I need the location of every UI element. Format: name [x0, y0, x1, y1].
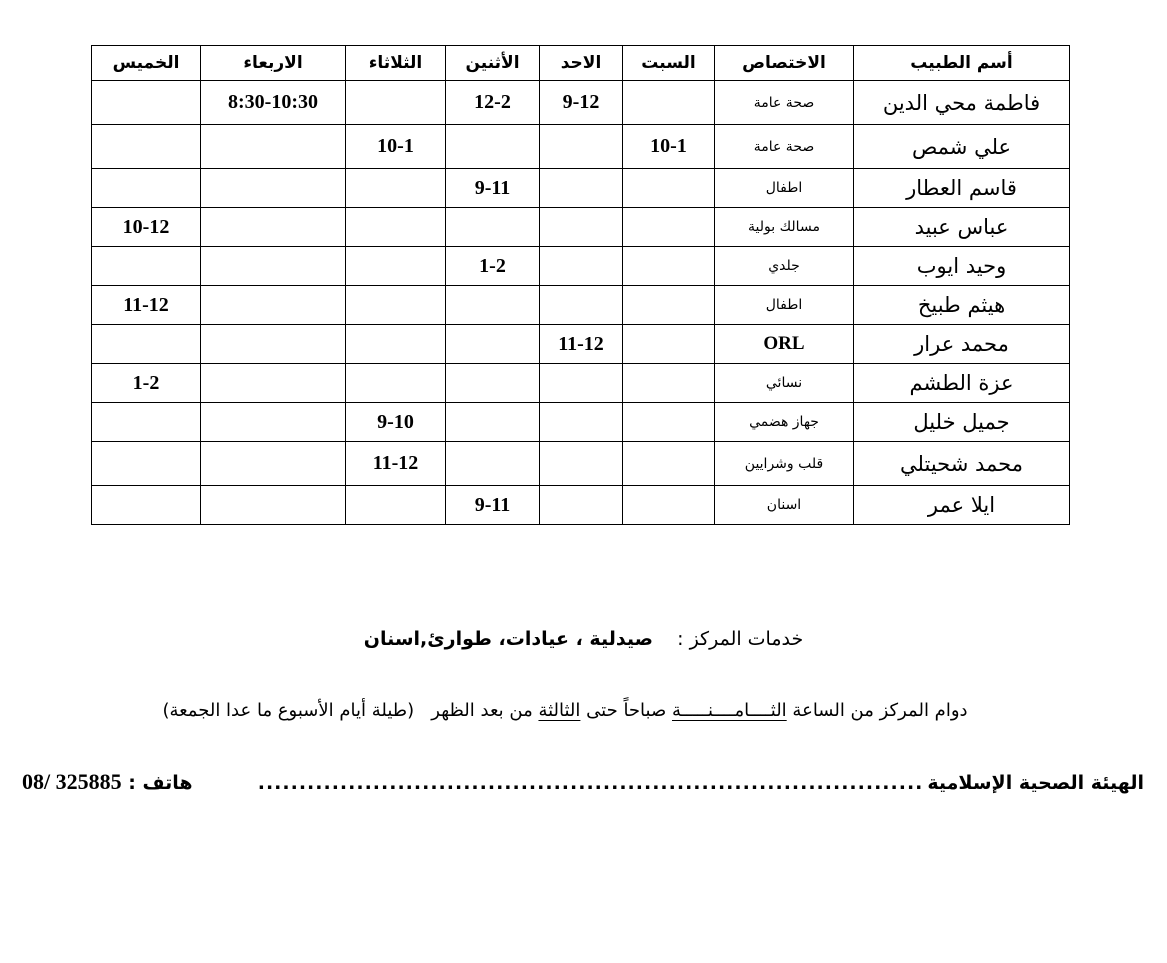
table-row — [92, 325, 1070, 364]
table-row — [92, 208, 1070, 247]
tuesday-hours — [346, 486, 446, 525]
thursday-hours — [92, 169, 201, 208]
sunday-hours — [540, 125, 623, 169]
header-doctor-name: أسم الطبيب — [854, 46, 1070, 81]
tuesday-hours — [346, 208, 446, 247]
wednesday-hours — [201, 364, 346, 403]
phone-label: هاتف : — [128, 772, 193, 794]
doctor-name: علي شمص — [854, 125, 1070, 169]
doctor-specialty: اطفال — [715, 286, 854, 325]
organization-name: الهيئة الصحية الإسلامية — [927, 772, 1144, 794]
doctor-specialty: مسالك بولية — [715, 208, 854, 247]
table-row — [92, 442, 1070, 486]
table-row — [92, 364, 1070, 403]
wednesday-hours — [201, 325, 346, 364]
monday-hours: 1-2 — [446, 247, 540, 286]
phone-number: 08/ 325885 — [22, 769, 122, 794]
wednesday-hours — [201, 442, 346, 486]
header-tuesday: الثلاثاء — [346, 46, 446, 81]
hours-suffix: من بعد الظهر — [431, 700, 533, 721]
hours-middle: صباحاً حتى — [586, 700, 667, 721]
doctor-specialty: اطفال — [715, 169, 854, 208]
wednesday-hours — [201, 125, 346, 169]
thursday-hours: 1-2 — [92, 364, 201, 403]
tuesday-hours: 9-10 — [346, 403, 446, 442]
services-label: خدمات المركز : — [677, 628, 804, 650]
sunday-hours — [540, 286, 623, 325]
doctor-specialty: قلب وشرايين — [715, 442, 854, 486]
header-sunday: الاحد — [540, 46, 623, 81]
doctor-name: هيثم طبيخ — [854, 286, 1070, 325]
monday-hours — [446, 325, 540, 364]
monday-hours — [446, 208, 540, 247]
doctor-name: وحيد ايوب — [854, 247, 1070, 286]
footer-contact-line — [22, 769, 1144, 795]
table-row — [92, 486, 1070, 525]
header-specialty: الاختصاص — [715, 46, 854, 81]
sunday-hours: 11-12 — [540, 325, 623, 364]
saturday-hours — [623, 403, 715, 442]
saturday-hours — [623, 286, 715, 325]
doctor-specialty: ORL — [715, 325, 854, 364]
doctor-name: جميل خليل — [854, 403, 1070, 442]
monday-hours — [446, 364, 540, 403]
table-header-row — [92, 46, 1070, 81]
saturday-hours — [623, 169, 715, 208]
sunday-hours: 9-12 — [540, 81, 623, 125]
saturday-hours — [623, 81, 715, 125]
tuesday-hours — [346, 81, 446, 125]
doctor-specialty: نسائي — [715, 364, 854, 403]
working-hours-line — [50, 700, 1080, 721]
doctor-specialty: صحة عامة — [715, 125, 854, 169]
header-saturday: السبت — [623, 46, 715, 81]
table-row — [92, 247, 1070, 286]
doctor-name: عباس عبيد — [854, 208, 1070, 247]
sunday-hours — [540, 442, 623, 486]
doctor-specialty: جلدي — [715, 247, 854, 286]
hours-prefix: دوام المركز من الساعة — [792, 700, 968, 721]
doctor-schedule-table — [91, 45, 1070, 525]
thursday-hours: 11-12 — [92, 286, 201, 325]
doctor-specialty: صحة عامة — [715, 81, 854, 125]
hours-note: (طيلة أيام الأسبوع ما عدا الجمعة) — [162, 700, 415, 721]
thursday-hours — [92, 486, 201, 525]
tuesday-hours — [346, 247, 446, 286]
doctor-specialty: جهاز هضمي — [715, 403, 854, 442]
monday-hours — [446, 442, 540, 486]
monday-hours — [446, 403, 540, 442]
saturday-hours — [623, 325, 715, 364]
thursday-hours: 10-12 — [92, 208, 201, 247]
header-thursday: الخميس — [92, 46, 201, 81]
tuesday-hours — [346, 169, 446, 208]
saturday-hours — [623, 486, 715, 525]
sunday-hours — [540, 364, 623, 403]
dotted-leader: ................................................................................. — [257, 772, 924, 794]
wednesday-hours — [201, 486, 346, 525]
table-row — [92, 169, 1070, 208]
sunday-hours — [540, 247, 623, 286]
sunday-hours — [540, 486, 623, 525]
thursday-hours — [92, 442, 201, 486]
wednesday-hours — [201, 286, 346, 325]
doctor-name: فاطمة محي الدين — [854, 81, 1070, 125]
hours-start: الثــــامــــنـــــة — [672, 700, 787, 721]
thursday-hours — [92, 125, 201, 169]
header-wednesday: الاربعاء — [201, 46, 346, 81]
services-list: صيدلية ، عيادات، طوارئ,اسنان — [363, 628, 653, 650]
monday-hours: 9-11 — [446, 486, 540, 525]
wednesday-hours — [201, 208, 346, 247]
center-services-line — [0, 628, 1167, 650]
table-row — [92, 125, 1070, 169]
monday-hours — [446, 125, 540, 169]
sunday-hours — [540, 208, 623, 247]
wednesday-hours: 8:30-10:30 — [201, 81, 346, 125]
wednesday-hours — [201, 169, 346, 208]
table-row — [92, 286, 1070, 325]
tuesday-hours — [346, 364, 446, 403]
doctor-name: قاسم العطار — [854, 169, 1070, 208]
monday-hours — [446, 286, 540, 325]
saturday-hours: 10-1 — [623, 125, 715, 169]
monday-hours: 12-2 — [446, 81, 540, 125]
tuesday-hours — [346, 286, 446, 325]
table-row — [92, 403, 1070, 442]
tuesday-hours: 11-12 — [346, 442, 446, 486]
saturday-hours — [623, 364, 715, 403]
doctor-name: ايلا عمر — [854, 486, 1070, 525]
sunday-hours — [540, 169, 623, 208]
thursday-hours — [92, 325, 201, 364]
monday-hours: 9-11 — [446, 169, 540, 208]
wednesday-hours — [201, 403, 346, 442]
saturday-hours — [623, 208, 715, 247]
sunday-hours — [540, 403, 623, 442]
doctor-name: محمد عرار — [854, 325, 1070, 364]
tuesday-hours — [346, 325, 446, 364]
saturday-hours — [623, 247, 715, 286]
wednesday-hours — [201, 247, 346, 286]
thursday-hours — [92, 81, 201, 125]
doctor-specialty: اسنان — [715, 486, 854, 525]
tuesday-hours: 10-1 — [346, 125, 446, 169]
thursday-hours — [92, 247, 201, 286]
header-monday: الأثنين — [446, 46, 540, 81]
doctor-name: عزة الطشم — [854, 364, 1070, 403]
doctor-name: محمد شحيتلي — [854, 442, 1070, 486]
table-row — [92, 81, 1070, 125]
hours-end: الثالثة — [538, 700, 581, 721]
thursday-hours — [92, 403, 201, 442]
saturday-hours — [623, 442, 715, 486]
